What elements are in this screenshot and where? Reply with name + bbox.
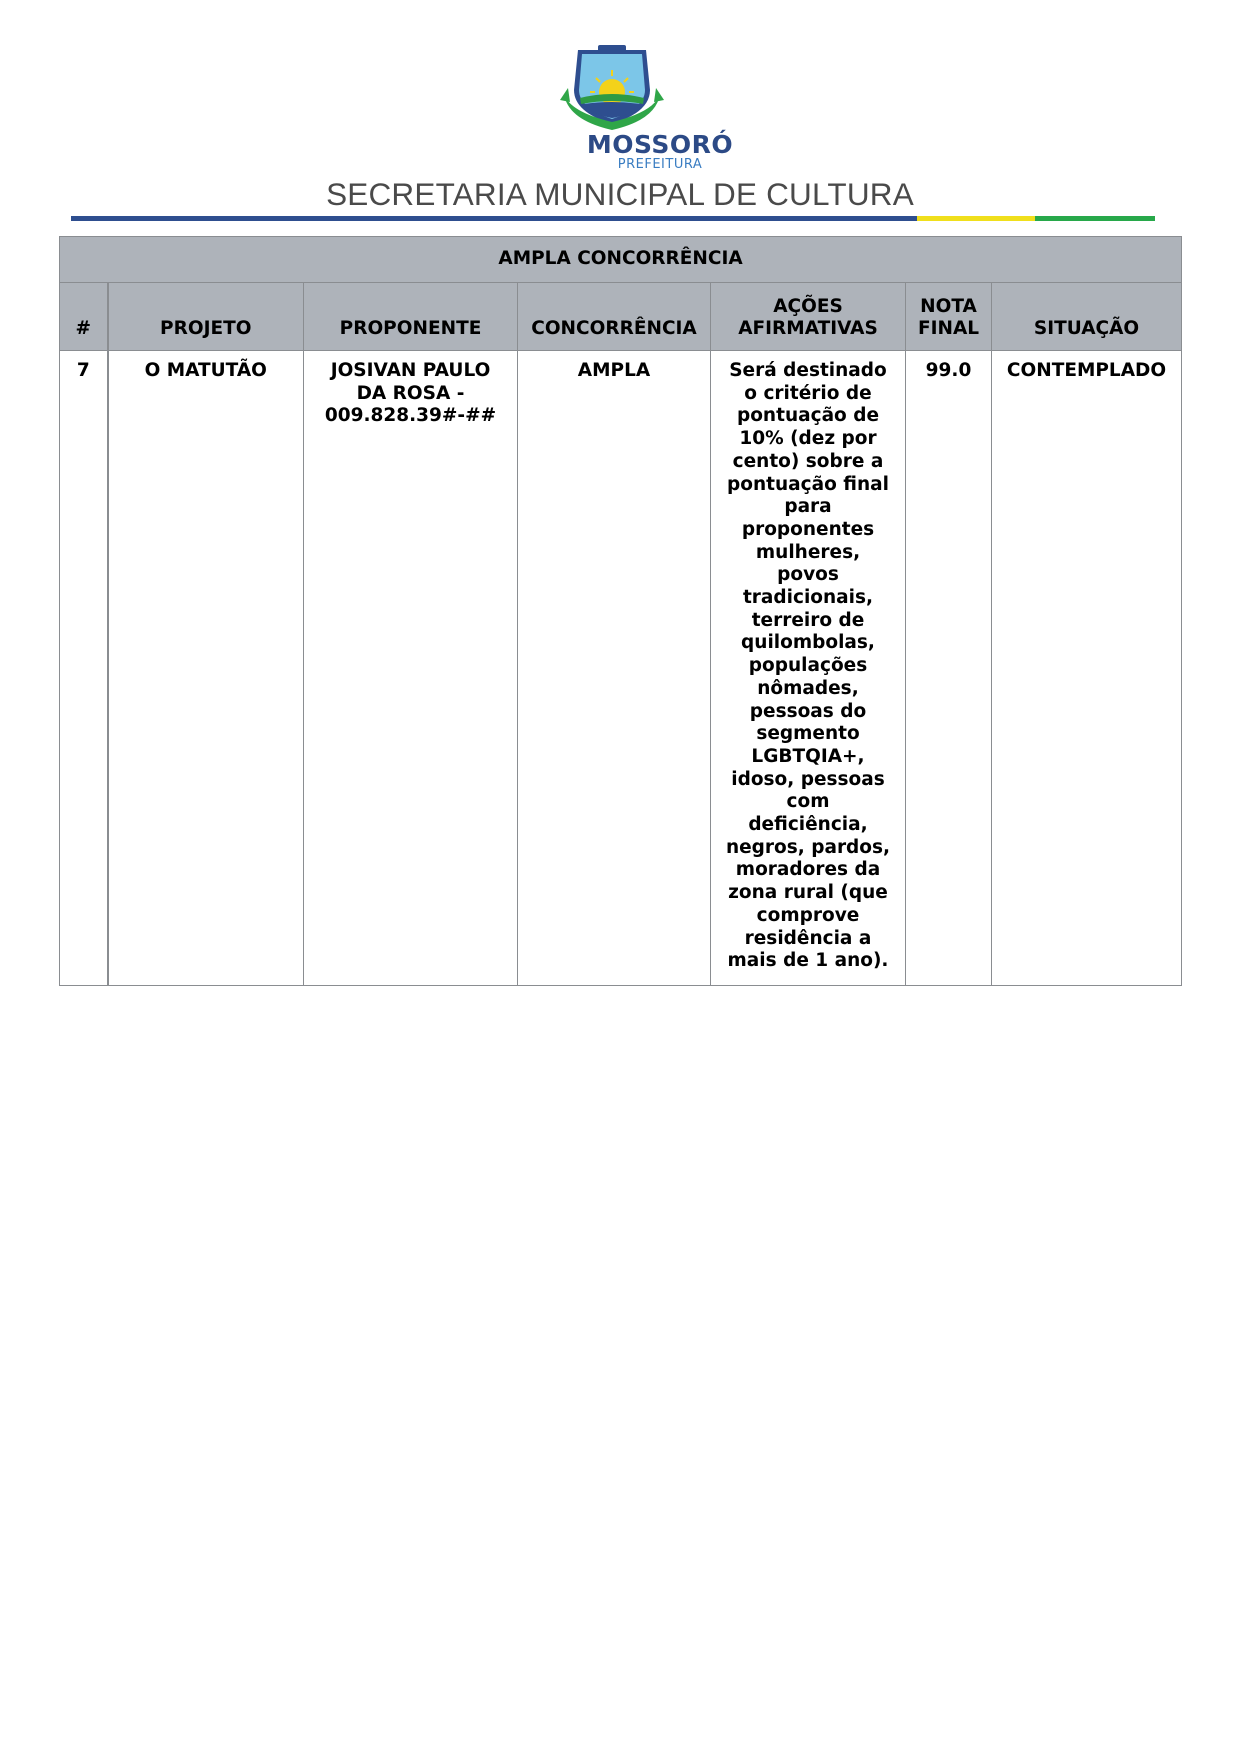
table-caption: AMPLA CONCORRÊNCIA xyxy=(60,237,1182,283)
acoes-text-line: residência a xyxy=(744,927,872,949)
acoes-text-line: deficiência, xyxy=(748,814,868,836)
acoes-text-line: o critério de xyxy=(744,382,872,404)
acoes-text-line: terreiro de xyxy=(751,609,865,631)
acoes-text-line: negros, pardos, xyxy=(725,836,891,858)
acoes-text-line: pontuação final xyxy=(727,473,889,495)
cell-situacao: CONTEMPLADO xyxy=(992,351,1182,986)
acoes-text-line: proponentes xyxy=(741,518,875,540)
col-header-acoes-line2: AFIRMATIVAS xyxy=(738,318,878,340)
acoes-text-line: pessoas do xyxy=(749,700,867,722)
col-header-nota-line1: NOTA xyxy=(920,295,977,317)
header-stripe-yellow xyxy=(917,216,1035,221)
prefeitura-label: PREFEITURA xyxy=(617,157,703,172)
cell-concorrencia: AMPLA xyxy=(518,351,711,986)
cell-proponente-line1: JOSIVAN PAULO xyxy=(330,360,491,381)
col-header-acoes-afirmativas xyxy=(711,283,906,351)
acoes-text-line: nômades, xyxy=(757,677,859,699)
acoes-text-line: cento) sobre a xyxy=(732,450,884,472)
acoes-text-line: quilombolas, xyxy=(741,632,875,654)
acoes-text-line: populações xyxy=(748,655,868,677)
col-header-num: # xyxy=(60,283,108,351)
acoes-text-line: idoso, pessoas xyxy=(731,768,885,790)
cell-proponente-line3: 009.828.39#-## xyxy=(324,405,497,427)
acoes-text-line: moradores da xyxy=(735,859,881,881)
col-header-acoes-line1: AÇÕES xyxy=(773,295,843,317)
col-header-concorrencia: CONCORRÊNCIA xyxy=(518,283,711,351)
col-header-nota-line2: FINAL xyxy=(917,318,980,340)
acoes-text-line: povos xyxy=(777,564,839,586)
col-header-nota-final xyxy=(906,283,992,351)
col-header-situacao: SITUAÇÃO xyxy=(992,283,1182,351)
acoes-text-line: mulheres, xyxy=(755,541,861,563)
cell-proponente xyxy=(304,351,518,986)
acoes-text-line: zona rural (que xyxy=(728,882,888,904)
table-header-row xyxy=(60,283,1182,351)
table-caption-row xyxy=(60,237,1182,283)
mossoro-crest-logo xyxy=(558,42,666,134)
col-header-projeto: PROJETO xyxy=(108,283,304,351)
acoes-text-line: 10% (dez por xyxy=(739,428,877,450)
cell-proponente-line2: DA ROSA - xyxy=(356,382,465,404)
cell-nota-final: 99.0 xyxy=(906,351,992,986)
acoes-text-line: tradicionais, xyxy=(742,587,874,609)
acoes-text-line: segmento xyxy=(756,723,860,745)
acoes-text-line: pontuação de xyxy=(736,405,879,427)
secretaria-title: SECRETARIA MUNICIPAL DE CULTURA xyxy=(326,176,914,212)
cell-projeto: O MATUTÃO xyxy=(108,351,304,986)
cell-num: 7 xyxy=(60,351,108,986)
acoes-text-line: LGBTQIA+, xyxy=(751,745,865,767)
cell-acoes-afirmativas xyxy=(711,351,906,986)
results-table xyxy=(59,236,1182,986)
header-stripe-blue xyxy=(71,216,917,221)
acoes-text-line: para xyxy=(784,496,832,518)
col-header-proponente: PROPONENTE xyxy=(304,283,518,351)
acoes-text-line: mais de 1 ano). xyxy=(727,950,889,972)
acoes-text-line: comprove xyxy=(756,904,860,926)
acoes-text-line: Será destinado xyxy=(729,360,887,381)
acoes-text-line: com xyxy=(786,791,830,813)
table-row xyxy=(60,351,1182,986)
city-name: MOSSORÓ xyxy=(586,130,734,159)
header-stripe-green xyxy=(1035,216,1155,221)
